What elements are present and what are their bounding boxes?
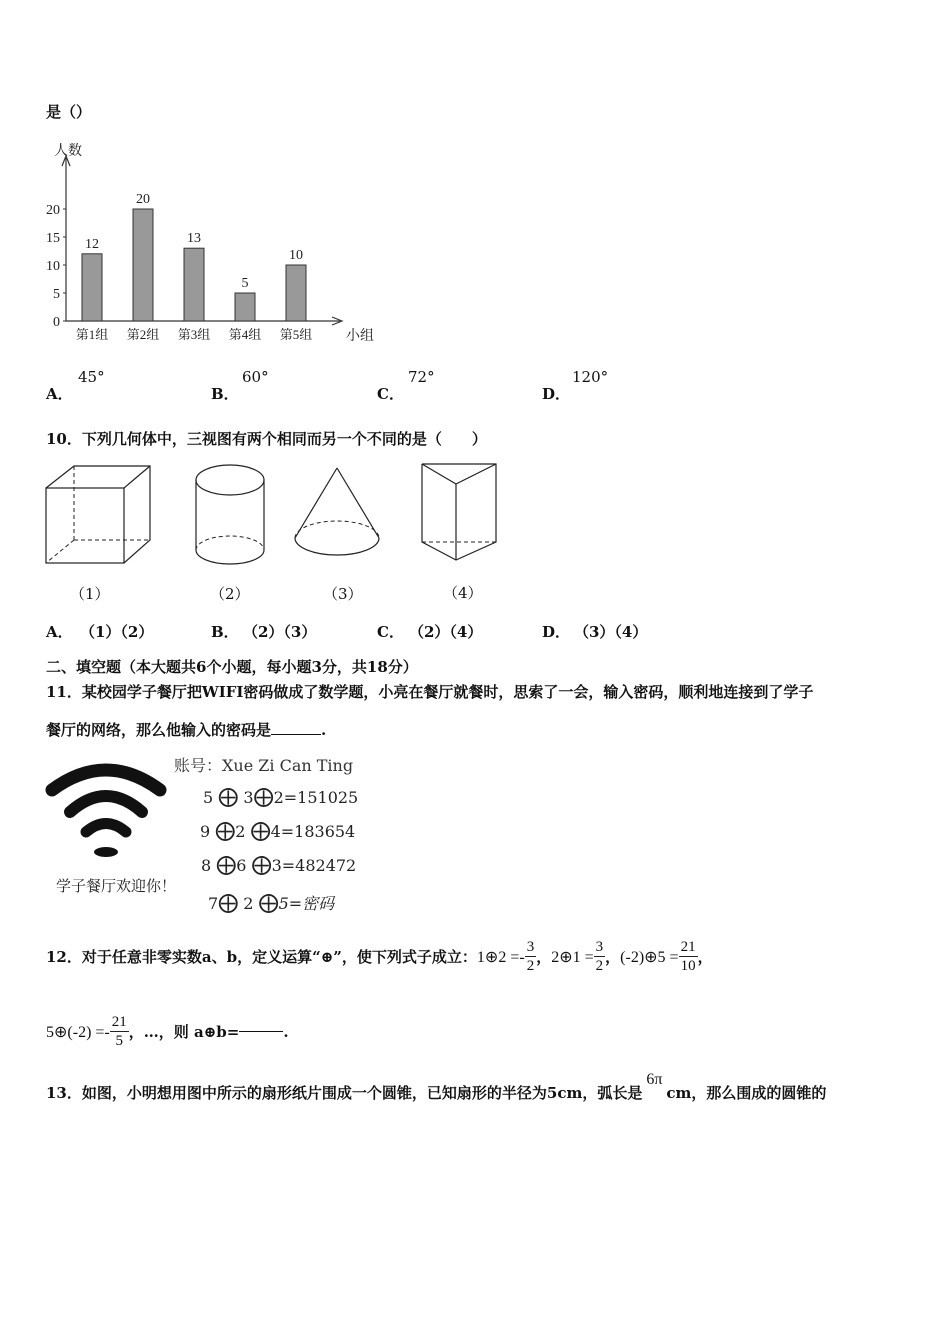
q12-tail-end: . [283, 1022, 289, 1041]
q12-e4-num: 21 [111, 1014, 127, 1030]
q10-figure-label-4: （4） [443, 584, 483, 602]
x-axis-label: 小组 [346, 329, 374, 344]
q11-line-2-text: 餐厅的网络，那么他输入的密码是 [46, 721, 272, 739]
eq4-a: 7 [208, 894, 219, 913]
circled-plus-icon: ⨁ [215, 818, 236, 842]
circled-plus-icon: ⨁ [253, 784, 274, 808]
circled-plus-icon: ⨁ [216, 852, 237, 876]
q12-sep-2: ， [605, 948, 621, 966]
q10-option-a-value: （1）（2） [80, 623, 154, 641]
q9-option-d-letter: D． [542, 385, 571, 403]
x-tick-label: 第1组 [75, 327, 109, 342]
q12-e4-left: 5⊕(-2) =- [46, 1023, 110, 1041]
q10-option-b-value: （2）（3） [243, 623, 317, 641]
circled-plus-icon: ⨁ [258, 890, 279, 914]
q11-equation-2 [200, 818, 355, 842]
eq2-b: 2 [235, 822, 246, 841]
circled-plus-icon: ⨁ [251, 852, 272, 876]
q10-option-d-letter: D． [542, 623, 571, 641]
q9-stem-tail: 是（） [46, 103, 92, 121]
bar-value-label: 5 [241, 276, 249, 291]
bar-2 [133, 209, 153, 321]
q12-e3-left: (-2)⊕5 = [620, 948, 679, 966]
x-tick-label: 第5组 [279, 327, 313, 342]
q12-e4-fraction [110, 1013, 129, 1050]
x-tick-label: 第4组 [228, 327, 262, 342]
wifi-account: 账号：Xue Zi Can Ting [174, 756, 354, 775]
q9-option-c-letter: C． [377, 385, 404, 403]
bar-value-label: 10 [289, 248, 303, 263]
q12-lead: 12．对于任意非零实数a、b，定义运算“⊕”，使下列式子成立： [46, 948, 477, 966]
q12-answer-blank[interactable] [239, 1031, 283, 1032]
q11-line-1: 11．某校园学子餐厅把WIFI密码做成了数学题，小亮在餐厅就餐时，思索了一会，输入密码，顺利地连接到了学子 [46, 683, 814, 701]
q10-figure-label-1: （1） [70, 585, 110, 603]
q9-bar-chart [40, 136, 390, 351]
q10-option-c-value: （2）（4） [409, 623, 483, 641]
q12-sep-3: ， [697, 948, 713, 966]
y-tick-label: 5 [53, 287, 60, 302]
q10-stem: 10．下列几何体中，三视图有两个相同而另一个不同的是（ ） [46, 430, 487, 448]
q11-line-2-end: . [321, 721, 327, 739]
eq3-b: 6 [236, 856, 247, 875]
section-2-heading: 二、填空题（本大题共6个小题，每小题3分，共18分） [46, 658, 418, 676]
q12-e1-left: 1⊕2 =- [476, 948, 525, 966]
q12-e3-den: 10 [680, 958, 696, 974]
circled-plus-icon: ⨁ [218, 890, 239, 914]
q11-answer-blank[interactable] [271, 734, 321, 735]
q10-figure-label-2: （2） [210, 585, 250, 603]
q12-e2-den: 2 [595, 958, 604, 974]
y-tick-label: 20 [46, 203, 60, 218]
circled-plus-icon: ⨁ [250, 818, 271, 842]
q9-option-a-value: 45° [78, 368, 105, 386]
q10-option-b-letter: B． [211, 623, 239, 641]
q9-option-d-value: 120° [572, 368, 609, 386]
bar-1 [82, 254, 102, 321]
eq1-b: 3 [243, 788, 254, 807]
q9-option-c-value: 72° [408, 368, 435, 386]
eq3-c: 3=482472 [271, 856, 357, 875]
eq4-b: 2 [243, 894, 254, 913]
bar-4 [235, 293, 255, 321]
x-tick-label: 第2组 [126, 327, 160, 342]
q10-prism-figure [412, 460, 507, 572]
y-tick-label: 0 [53, 315, 60, 330]
q12-e3-num: 21 [680, 939, 696, 955]
q13-text-b: cm，那么围成的圆锥的 [666, 1084, 827, 1102]
q10-option-c-letter: C． [377, 623, 404, 641]
bar-3 [184, 248, 204, 321]
q10-figure-label-3: （3） [323, 585, 363, 603]
eq3-a: 8 [201, 856, 212, 875]
q12-e1-num: 3 [526, 939, 535, 955]
q12-e1-den: 2 [526, 958, 535, 974]
bar-value-label: 12 [85, 236, 99, 252]
bar-value-label: 13 [187, 231, 201, 247]
q12-line-1 [46, 938, 713, 975]
q13-line-1 [46, 1071, 827, 1103]
q12-sep-1: ， [536, 948, 552, 966]
q10-option-a-letter: A． [46, 623, 73, 641]
eq2-c: 4=183654 [270, 822, 356, 841]
eq1-c: 2=151025 [273, 788, 359, 807]
wifi-icon [44, 760, 169, 860]
q10-cube-figure [40, 460, 160, 572]
q12-line-2 [46, 1013, 289, 1050]
q10-cylinder-figure [190, 460, 270, 572]
q12-e3-fraction [679, 938, 698, 975]
q12-e2-fraction [594, 938, 606, 975]
x-tick-label: 第3组 [177, 327, 211, 342]
q11-line-2 [46, 719, 326, 740]
q12-e4-den: 5 [115, 1033, 123, 1049]
wifi-caption: 学子餐厅欢迎你！ [56, 877, 177, 895]
bar-5 [286, 265, 306, 321]
q10-cone-figure [290, 460, 385, 572]
q11-equation-3 [201, 852, 356, 876]
q9-option-b-letter: B． [211, 385, 239, 403]
bar-value-label: 20 [136, 192, 150, 207]
q12-e2-left: 2⊕1 = [551, 948, 594, 966]
y-axis-label: 人数 [54, 144, 82, 159]
q12-e2-num: 3 [595, 939, 604, 955]
q10-option-d-value: （3）（4） [574, 623, 648, 641]
q12-e1-fraction [525, 938, 537, 975]
q12-tail: ，…，则 a⊕b= [128, 1023, 240, 1041]
circled-plus-icon: ⨁ [218, 784, 239, 808]
q11-equation-4 [208, 890, 334, 914]
eq1-a: 5 [203, 788, 214, 807]
q9-option-a-letter: A． [46, 385, 73, 403]
y-tick-label: 10 [46, 259, 60, 274]
y-tick-label: 15 [46, 231, 60, 246]
q13-arc-length: 6π [646, 1071, 663, 1088]
eq2-a: 9 [200, 822, 211, 841]
q11-equation-1 [203, 784, 358, 808]
eq4-c: 5=密码 [278, 894, 335, 913]
q9-option-b-value: 60° [242, 368, 269, 386]
q13-text-a: 13．如图，小明想用图中所示的扇形纸片围成一个圆锥，已知扇形的半径为5cm，弧长是 [46, 1084, 643, 1102]
